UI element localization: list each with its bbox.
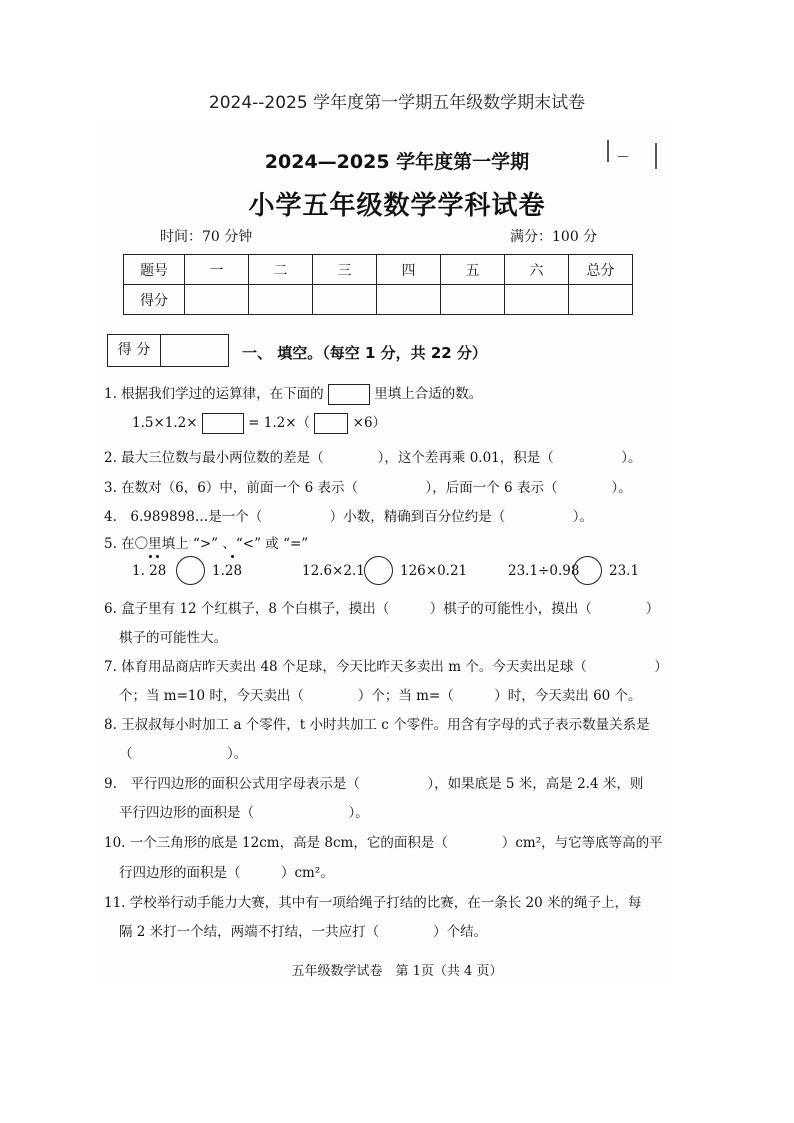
question-9-cont: 平行四边形的面积是（ ）。 bbox=[119, 805, 369, 821]
question-9: 9. 平行四边形的面积公式用字母表示是（ ），如果底是 5 米，高是 2.4 米，则 bbox=[104, 776, 644, 792]
score-blank[interactable] bbox=[505, 285, 569, 315]
score-table-score-row bbox=[124, 285, 633, 315]
score-table-header-row bbox=[124, 255, 633, 285]
compare-a-right: 1.28 bbox=[212, 563, 243, 579]
score-blank[interactable] bbox=[377, 285, 441, 315]
score-cell: 五 bbox=[441, 255, 505, 285]
score-blank[interactable] bbox=[313, 285, 377, 315]
repeating-dot bbox=[231, 555, 234, 558]
question-10-cont: 行四边形的面积是（ ）cm²。 bbox=[119, 865, 334, 881]
score-cell: 四 bbox=[377, 255, 441, 285]
compare-circle[interactable] bbox=[364, 556, 393, 585]
question-7-cont: 个；当 m=10 时，今天卖出（ ）个；当 m=（ ）时，今天卖出 60 个。 bbox=[119, 688, 642, 704]
score-blank[interactable] bbox=[569, 285, 633, 315]
question-1 bbox=[104, 382, 482, 405]
page-footer: 五年级数学试卷 第 1页（共 4 页） bbox=[291, 964, 503, 979]
section-score-box[interactable] bbox=[107, 334, 229, 367]
compare-b-left: 12.6×2.1 bbox=[302, 563, 365, 579]
question-11: 11. 学校举行动手能力大赛，其中有一项给绳子打结的比赛，在一条长 20 米的绳子上，每 bbox=[104, 895, 642, 911]
question-10: 10. 一个三角形的底是 12cm，高是 8cm，它的面积是（ ）cm²，与它等底等高的平 bbox=[104, 835, 663, 851]
answer-box[interactable] bbox=[314, 413, 348, 434]
question-4: 4. 6.989898…是一个（ ）小数，精确到百分位约是（ ）。 bbox=[104, 509, 594, 525]
compare-circle[interactable] bbox=[176, 556, 205, 585]
question-11-cont: 隔 2 米打一个结，两端不打结，一共应打（ ）个结。 bbox=[119, 924, 488, 940]
repeating-dot bbox=[149, 555, 152, 558]
question-6-cont: 棋子的可能性大。 bbox=[119, 630, 227, 646]
question-8: 8. 王叔叔每小时加工 a 个零件，t 小时共加工 c 个零件。用含有字母的式子表示数量关系是 bbox=[104, 717, 650, 733]
score-cell: 二 bbox=[249, 255, 313, 285]
expression-text: = 1.2×（ bbox=[248, 415, 311, 431]
compare-circle[interactable] bbox=[573, 556, 602, 585]
score-table bbox=[123, 254, 633, 315]
score-blank[interactable] bbox=[185, 285, 249, 315]
scanned-sheet bbox=[96, 120, 666, 985]
question-5: 5. 在〇里填上 “>” 、“<” 或 “=” bbox=[104, 536, 309, 552]
compare-c-right: 23.1 bbox=[609, 563, 640, 579]
score-blank[interactable] bbox=[441, 285, 505, 315]
compare-c-left: 23.1÷0.98 bbox=[508, 563, 580, 579]
section-score-label: 得 分 bbox=[108, 335, 161, 366]
question-3: 3. 在数对（6，6）中，前面一个 6 表示（ ），后面一个 6 表示（ ）。 bbox=[104, 480, 632, 496]
score-cell: 六 bbox=[505, 255, 569, 285]
exam-time: 时间：70 分钟 bbox=[160, 229, 253, 245]
question-1-expression bbox=[132, 411, 386, 434]
question-7: 7. 体育用品商店昨天卖出 48 个足球，今天比昨天多卖出 m 个。今天卖出足球（ ） bbox=[104, 659, 668, 675]
exam-term: 2024—2025 学年度第一学期 bbox=[264, 151, 530, 173]
compare-a-left: 1. 28 bbox=[132, 563, 167, 579]
question-8-cont: （ ）。 bbox=[119, 746, 248, 762]
score-blank[interactable] bbox=[249, 285, 313, 315]
question-text: 1. 根据我们学过的运算律，在下面的 bbox=[104, 386, 324, 402]
answer-box[interactable] bbox=[202, 413, 244, 434]
score-cell: 三 bbox=[313, 255, 377, 285]
score-cell: 得分 bbox=[124, 285, 185, 315]
expression-text: ×6） bbox=[352, 415, 387, 431]
exam-full-score: 满分：100 分 bbox=[510, 229, 598, 245]
score-cell: 题号 bbox=[124, 255, 185, 285]
question-6: 6. 盒子里有 12 个红棋子，8 个白棋子，摸出（ ）棋子的可能性小，摸出（ ） bbox=[104, 601, 660, 617]
question-text: 里填上合适的数。 bbox=[374, 386, 483, 402]
exam-title: 小学五年级数学学科试卷 bbox=[248, 191, 546, 221]
answer-box[interactable] bbox=[328, 384, 370, 405]
score-cell: 总分 bbox=[569, 255, 633, 285]
score-cell: 一 bbox=[185, 255, 249, 285]
repeating-dot bbox=[156, 555, 159, 558]
document-title: 2024--2025 学年度第一学期五年级数学期末试卷 bbox=[208, 93, 586, 113]
expression-text: 1.5×1.2× bbox=[132, 415, 198, 431]
compare-b-right: 126×0.21 bbox=[400, 563, 468, 579]
section-heading: 一、 填空。（每空 1 分，共 22 分） bbox=[242, 344, 487, 362]
question-2: 2. 最大三位数与最小两位数的差是（ ），这个差再乘 0.01，积是（ ）。 bbox=[104, 450, 642, 466]
